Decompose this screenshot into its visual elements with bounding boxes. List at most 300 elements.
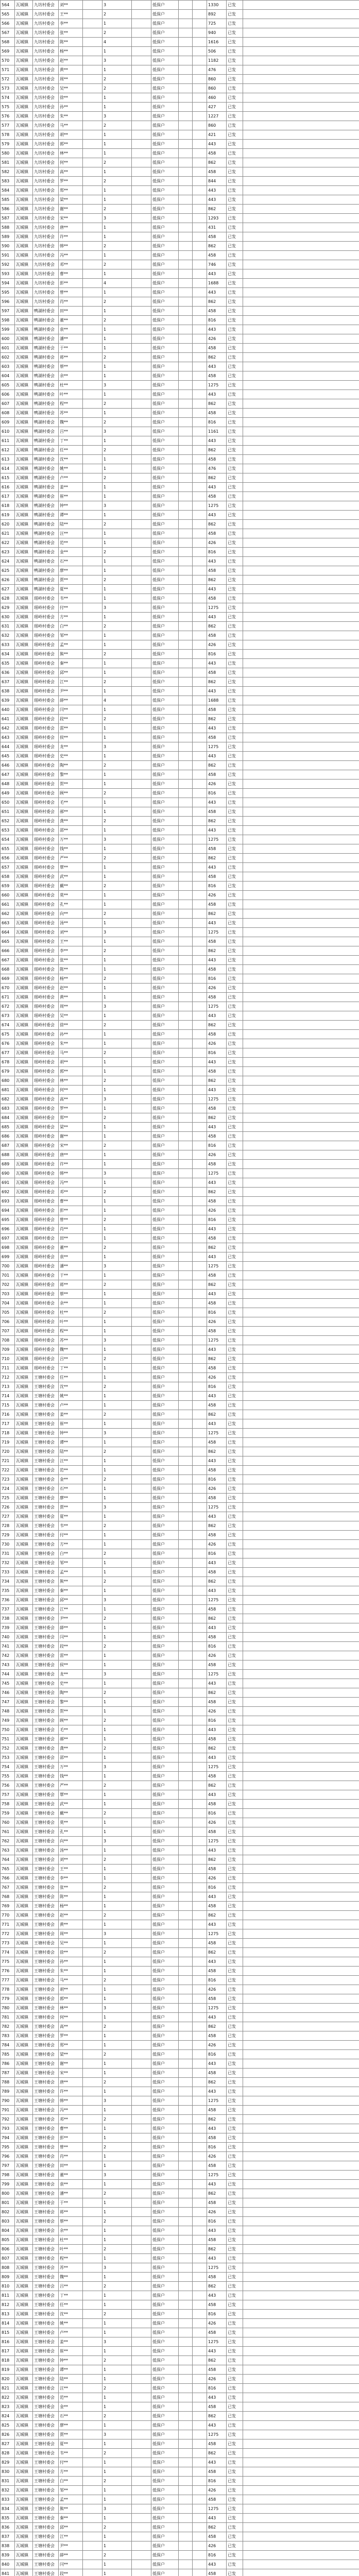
cell-no: 657 xyxy=(1,863,15,872)
cell-village: 鸭湖村委会 xyxy=(33,575,59,585)
cell-empty xyxy=(132,1762,151,1772)
cell-empty xyxy=(83,1262,102,1271)
cell-village: 王塘村委会 xyxy=(33,1902,59,1911)
cell-status: 已发 xyxy=(227,371,243,381)
cell-no: 603 xyxy=(1,362,15,371)
cell-district: 瓦城镇 xyxy=(15,1688,33,1698)
cell-empty xyxy=(132,1030,151,1039)
cell-empty xyxy=(179,2375,193,2384)
cell-village: 王塘村委会 xyxy=(33,1466,59,1475)
cell-empty xyxy=(179,2189,193,2198)
cell-amount: 458 xyxy=(207,1735,227,1744)
cell-amount: 426 xyxy=(207,1818,227,1827)
cell-empty xyxy=(83,872,102,882)
cell-village: 王塘村委会 xyxy=(33,1410,59,1419)
cell-empty xyxy=(132,1132,151,1141)
cell-amount: 862 xyxy=(207,1280,227,1290)
cell-empty xyxy=(132,1605,151,1614)
cell-district: 瓦城镇 xyxy=(15,2541,33,2551)
cell-status: 已发 xyxy=(227,779,243,789)
cell-ppl: 1 xyxy=(102,1818,132,1827)
table-row xyxy=(1,2031,359,2041)
cell-empty xyxy=(83,2180,102,2189)
cell-status: 已发 xyxy=(227,724,243,733)
cell-name: 邱** xyxy=(59,668,83,677)
cell-status: 已发 xyxy=(227,2254,243,2263)
cell-status: 已发 xyxy=(227,1494,243,1503)
cell-name: 潘** xyxy=(59,334,83,344)
cell-no: 794 xyxy=(1,2133,15,2143)
table-row xyxy=(1,622,359,631)
cell-status: 已发 xyxy=(227,1967,243,1976)
cell-empty xyxy=(83,307,102,316)
cell-empty xyxy=(243,103,359,112)
table-row xyxy=(1,1920,359,1929)
cell-status: 已发 xyxy=(227,659,243,668)
cell-type: 低保户 xyxy=(151,1902,179,1911)
cell-empty xyxy=(132,232,151,242)
cell-status: 已发 xyxy=(227,2282,243,2291)
table-row xyxy=(1,1800,359,1809)
cell-amount: 458 xyxy=(207,1633,227,1642)
cell-district: 瓦城镇 xyxy=(15,2245,33,2254)
cell-empty xyxy=(179,1753,193,1762)
cell-empty xyxy=(132,2365,151,2375)
cell-amount: 816 xyxy=(207,1308,227,1317)
cell-name: 蒋** xyxy=(59,1280,83,1290)
cell-status: 已发 xyxy=(227,130,243,140)
cell-district: 瓦城镇 xyxy=(15,381,33,390)
cell-name: 高** xyxy=(59,167,83,177)
cell-no: 712 xyxy=(1,1373,15,1382)
cell-village: 瑶岭村委会 xyxy=(33,752,59,761)
cell-empty xyxy=(179,1698,193,1707)
cell-empty xyxy=(83,2560,102,2569)
cell-status: 已发 xyxy=(227,770,243,779)
cell-empty xyxy=(243,1206,359,1215)
cell-ppl: 1 xyxy=(102,2319,132,2328)
cell-type: 低保户 xyxy=(151,1299,179,1308)
cell-empty xyxy=(179,640,193,650)
cell-district: 瓦城镇 xyxy=(15,677,33,687)
cell-no: 699 xyxy=(1,1252,15,1262)
cell-empty xyxy=(132,242,151,251)
cell-empty xyxy=(243,761,359,770)
cell-status: 已发 xyxy=(227,84,243,93)
cell-name: 史** xyxy=(59,1679,83,1688)
cell-type: 低保户 xyxy=(151,520,179,529)
cell-empty xyxy=(179,1976,193,1985)
cell-type: 低保户 xyxy=(151,650,179,659)
cell-district: 瓦城镇 xyxy=(15,548,33,557)
cell-type: 低保户 xyxy=(151,1169,179,1178)
cell-type: 低保户 xyxy=(151,1827,179,1837)
cell-village: 鸭湖村委会 xyxy=(33,566,59,575)
cell-amount: 746 xyxy=(207,260,227,269)
cell-empty xyxy=(83,603,102,613)
cell-empty xyxy=(132,1633,151,1642)
cell-empty xyxy=(83,1252,102,1262)
cell-district: 瓦城镇 xyxy=(15,1855,33,1865)
cell-type: 低保户 xyxy=(151,1030,179,1039)
cell-no: 792 xyxy=(1,2115,15,2124)
cell-name: 杨** xyxy=(59,974,83,984)
table-row xyxy=(1,1188,359,1197)
cell-name: 白** xyxy=(59,622,83,631)
cell-name: 黄** xyxy=(59,993,83,1002)
cell-empty xyxy=(243,130,359,140)
cell-status: 已发 xyxy=(227,2412,243,2421)
cell-name: 龚** xyxy=(59,817,83,826)
cell-empty xyxy=(179,511,193,520)
table-row xyxy=(1,214,359,223)
cell-name: 方** xyxy=(59,613,83,622)
cell-type: 低保户 xyxy=(151,2551,179,2560)
cell-ppl: 1 xyxy=(102,2467,132,2477)
cell-ppl: 4 xyxy=(102,38,132,47)
cell-empty xyxy=(132,38,151,47)
cell-empty xyxy=(243,946,359,956)
cell-amount: 443 xyxy=(207,195,227,205)
cell-type: 低保户 xyxy=(151,2541,179,2551)
cell-status: 已发 xyxy=(227,1401,243,1410)
cell-empty xyxy=(179,84,193,93)
cell-type: 低保户 xyxy=(151,10,179,19)
cell-no: 731 xyxy=(1,1549,15,1558)
cell-empty xyxy=(83,2347,102,2356)
cell-empty xyxy=(83,1874,102,1883)
cell-village: 王塘村委会 xyxy=(33,1633,59,1642)
cell-ppl: 1 xyxy=(102,2013,132,2022)
cell-district: 瓦城镇 xyxy=(15,2022,33,2031)
cell-district: 瓦城镇 xyxy=(15,2235,33,2245)
cell-name: 江** xyxy=(59,677,83,687)
cell-empty xyxy=(132,779,151,789)
cell-empty xyxy=(193,232,207,242)
cell-no: 760 xyxy=(1,1818,15,1827)
cell-district: 瓦城镇 xyxy=(15,1104,33,1113)
cell-amount: 443 xyxy=(207,1252,227,1262)
table-row xyxy=(1,2050,359,2059)
cell-empty xyxy=(83,1002,102,1011)
cell-empty xyxy=(243,260,359,269)
cell-ppl: 1 xyxy=(102,1531,132,1540)
table-row xyxy=(1,409,359,418)
cell-village: 瑶岭村委会 xyxy=(33,993,59,1002)
cell-village: 鸭湖村委会 xyxy=(33,557,59,566)
cell-empty xyxy=(132,1484,151,1494)
cell-village: 鸭湖村委会 xyxy=(33,446,59,455)
cell-empty xyxy=(83,2004,102,2013)
cell-empty xyxy=(83,909,102,919)
cell-status: 已发 xyxy=(227,2106,243,2115)
table-row xyxy=(1,761,359,770)
cell-type: 低保户 xyxy=(151,1985,179,1994)
cell-district: 瓦城镇 xyxy=(15,84,33,93)
cell-status: 已发 xyxy=(227,1503,243,1512)
cell-no: 714 xyxy=(1,1392,15,1401)
cell-district: 瓦城镇 xyxy=(15,1048,33,1058)
cell-empty xyxy=(132,835,151,844)
cell-status: 已发 xyxy=(227,854,243,863)
cell-amount: 1275 xyxy=(207,1095,227,1104)
cell-empty xyxy=(179,1048,193,1058)
cell-type: 低保户 xyxy=(151,1865,179,1874)
cell-type: 低保户 xyxy=(151,909,179,919)
cell-empty xyxy=(132,93,151,103)
cell-status: 已发 xyxy=(227,195,243,205)
cell-no: 839 xyxy=(1,2551,15,2560)
cell-village: 王塘村委会 xyxy=(33,1586,59,1596)
cell-type: 低保户 xyxy=(151,2421,179,2430)
cell-empty xyxy=(83,1577,102,1586)
cell-empty xyxy=(243,1373,359,1382)
cell-empty xyxy=(83,2059,102,2069)
cell-ppl: 2 xyxy=(102,909,132,919)
cell-empty xyxy=(193,770,207,779)
cell-ppl: 3 xyxy=(102,928,132,937)
cell-status: 已发 xyxy=(227,1688,243,1698)
cell-empty xyxy=(132,1280,151,1290)
table-row xyxy=(1,2514,359,2523)
cell-village: 鸭湖村委会 xyxy=(33,344,59,353)
cell-amount: 443 xyxy=(207,557,227,566)
cell-empty xyxy=(83,557,102,566)
cell-empty xyxy=(193,891,207,900)
cell-ppl: 3 xyxy=(102,742,132,752)
cell-amount: 458 xyxy=(207,2328,227,2337)
cell-status: 已发 xyxy=(227,1021,243,1030)
cell-empty xyxy=(193,2541,207,2551)
cell-empty xyxy=(179,826,193,835)
cell-empty xyxy=(132,65,151,75)
cell-empty xyxy=(132,260,151,269)
cell-type: 低保户 xyxy=(151,1067,179,1076)
cell-name: 韩** xyxy=(59,2096,83,2106)
cell-empty xyxy=(243,195,359,205)
table-row xyxy=(1,594,359,603)
cell-empty xyxy=(132,650,151,659)
cell-no: 640 xyxy=(1,705,15,715)
cell-village: 王塘村委会 xyxy=(33,1642,59,1651)
cell-empty xyxy=(83,548,102,557)
cell-village: 王塘村委会 xyxy=(33,1827,59,1837)
cell-empty xyxy=(132,789,151,798)
cell-village: 瑶岭村委会 xyxy=(33,946,59,956)
cell-empty xyxy=(193,1725,207,1735)
cell-status: 已发 xyxy=(227,1549,243,1558)
cell-empty xyxy=(132,984,151,993)
cell-ppl: 2 xyxy=(102,260,132,269)
cell-status: 已发 xyxy=(227,668,243,677)
cell-no: 586 xyxy=(1,205,15,214)
cell-empty xyxy=(193,2161,207,2171)
cell-name: 任** xyxy=(59,1373,83,1382)
table-row xyxy=(1,724,359,733)
cell-name: 杨** xyxy=(59,1902,83,1911)
cell-empty xyxy=(83,2208,102,2217)
cell-status: 已发 xyxy=(227,1438,243,1447)
cell-ppl: 1 xyxy=(102,1086,132,1095)
table-row xyxy=(1,2004,359,2013)
cell-empty xyxy=(243,1104,359,1113)
cell-empty xyxy=(83,2337,102,2347)
cell-empty xyxy=(193,223,207,232)
table-row xyxy=(1,2161,359,2171)
cell-status: 已发 xyxy=(227,928,243,937)
cell-type: 低保户 xyxy=(151,659,179,668)
cell-empty xyxy=(132,1735,151,1744)
cell-type: 低保户 xyxy=(151,872,179,882)
cell-district: 瓦城镇 xyxy=(15,520,33,529)
cell-ppl: 2 xyxy=(102,1048,132,1058)
cell-status: 已发 xyxy=(227,937,243,946)
cell-amount: 426 xyxy=(207,1206,227,1215)
cell-status: 已发 xyxy=(227,1076,243,1086)
cell-status: 已发 xyxy=(227,594,243,603)
cell-district: 瓦城镇 xyxy=(15,2560,33,2569)
cell-name: 莫** xyxy=(59,891,83,900)
cell-empty xyxy=(83,492,102,501)
cell-empty xyxy=(193,1651,207,1660)
cell-district: 瓦城镇 xyxy=(15,1837,33,1846)
cell-ppl: 1 xyxy=(102,1206,132,1215)
cell-empty xyxy=(243,1642,359,1651)
cell-no: 637 xyxy=(1,677,15,687)
cell-empty xyxy=(179,1679,193,1688)
cell-empty xyxy=(243,93,359,103)
cell-empty xyxy=(243,2171,359,2180)
cell-district: 瓦城镇 xyxy=(15,158,33,167)
cell-district: 瓦城镇 xyxy=(15,529,33,538)
cell-empty xyxy=(132,1521,151,1531)
cell-ppl: 1 xyxy=(102,1438,132,1447)
cell-empty xyxy=(179,1883,193,1892)
cell-empty xyxy=(179,529,193,538)
table-row xyxy=(1,2477,359,2486)
cell-district: 瓦城镇 xyxy=(15,1188,33,1197)
cell-empty xyxy=(132,511,151,520)
table-row xyxy=(1,928,359,937)
cell-empty xyxy=(179,1660,193,1670)
cell-ppl: 2 xyxy=(102,575,132,585)
cell-empty xyxy=(243,75,359,84)
cell-village: 王塘村委会 xyxy=(33,2069,59,2078)
cell-type: 低保户 xyxy=(151,863,179,872)
cell-empty xyxy=(179,1577,193,1586)
cell-no: 577 xyxy=(1,121,15,130)
cell-empty xyxy=(83,2384,102,2393)
cell-ppl: 2 xyxy=(102,974,132,984)
cell-no: 720 xyxy=(1,1447,15,1456)
cell-village: 王塘村委会 xyxy=(33,2180,59,2189)
cell-empty xyxy=(243,38,359,47)
table-row xyxy=(1,1698,359,1707)
cell-empty xyxy=(132,1438,151,1447)
cell-empty xyxy=(193,613,207,622)
cell-empty xyxy=(83,863,102,872)
table-row xyxy=(1,501,359,511)
cell-status: 已发 xyxy=(227,548,243,557)
cell-no: 589 xyxy=(1,232,15,242)
cell-name: 孟** xyxy=(59,640,83,650)
cell-name: 孟** xyxy=(59,1568,83,1577)
cell-empty xyxy=(243,2384,359,2393)
cell-type: 低保户 xyxy=(151,1688,179,1698)
cell-empty xyxy=(243,2198,359,2208)
cell-amount: 1275 xyxy=(207,2263,227,2273)
cell-empty xyxy=(243,724,359,733)
cell-empty xyxy=(193,2560,207,2569)
cell-district: 瓦城镇 xyxy=(15,1086,33,1095)
cell-no: 748 xyxy=(1,1707,15,1716)
cell-name: 宋** xyxy=(59,214,83,223)
table-row xyxy=(1,2059,359,2069)
cell-name: 谢** xyxy=(59,205,83,214)
cell-village: 瑶岭村委会 xyxy=(33,1048,59,1058)
cell-ppl: 1 xyxy=(102,1698,132,1707)
cell-no: 763 xyxy=(1,1846,15,1855)
cell-district: 瓦城镇 xyxy=(15,594,33,603)
cell-ppl: 2 xyxy=(102,418,132,427)
cell-empty xyxy=(179,1429,193,1438)
cell-no: 791 xyxy=(1,2106,15,2115)
cell-ppl: 2 xyxy=(102,1642,132,1651)
cell-name: 孙** xyxy=(59,1030,83,1039)
cell-amount: 862 xyxy=(207,1410,227,1419)
cell-type: 低保户 xyxy=(151,1058,179,1067)
cell-empty xyxy=(83,38,102,47)
table-row xyxy=(1,826,359,835)
cell-status: 已发 xyxy=(227,455,243,464)
cell-amount: 862 xyxy=(207,575,227,585)
cell-amount: 1161 xyxy=(207,427,227,436)
cell-empty xyxy=(132,334,151,344)
cell-empty xyxy=(193,1466,207,1475)
cell-village: 瑶岭村委会 xyxy=(33,937,59,946)
cell-ppl: 1 xyxy=(102,2059,132,2069)
cell-empty xyxy=(243,492,359,501)
cell-district: 瓦城镇 xyxy=(15,2347,33,2356)
cell-empty xyxy=(243,1503,359,1512)
cell-empty xyxy=(179,2235,193,2245)
cell-name: 邱** xyxy=(59,2523,83,2532)
cell-name: 苏** xyxy=(59,409,83,418)
cell-empty xyxy=(132,2319,151,2328)
cell-village: 王塘村委会 xyxy=(33,2004,59,2013)
cell-empty xyxy=(83,1939,102,1948)
cell-empty xyxy=(83,1401,102,1410)
cell-empty xyxy=(243,223,359,232)
cell-status: 已发 xyxy=(227,140,243,149)
cell-empty xyxy=(243,919,359,928)
cell-no: 701 xyxy=(1,1271,15,1280)
cell-empty xyxy=(132,613,151,622)
cell-empty xyxy=(83,1614,102,1623)
cell-empty xyxy=(83,2189,102,2198)
cell-name: 邹** xyxy=(59,631,83,640)
table-row xyxy=(1,2124,359,2133)
cell-status: 已发 xyxy=(227,1939,243,1948)
cell-status: 已发 xyxy=(227,2430,243,2439)
cell-amount: 458 xyxy=(207,965,227,974)
cell-status: 已发 xyxy=(227,1994,243,2004)
cell-amount: 862 xyxy=(207,1744,227,1753)
cell-empty xyxy=(132,1892,151,1902)
cell-district: 瓦城镇 xyxy=(15,2439,33,2449)
cell-empty xyxy=(193,1688,207,1698)
cell-amount: 816 xyxy=(207,2551,227,2560)
